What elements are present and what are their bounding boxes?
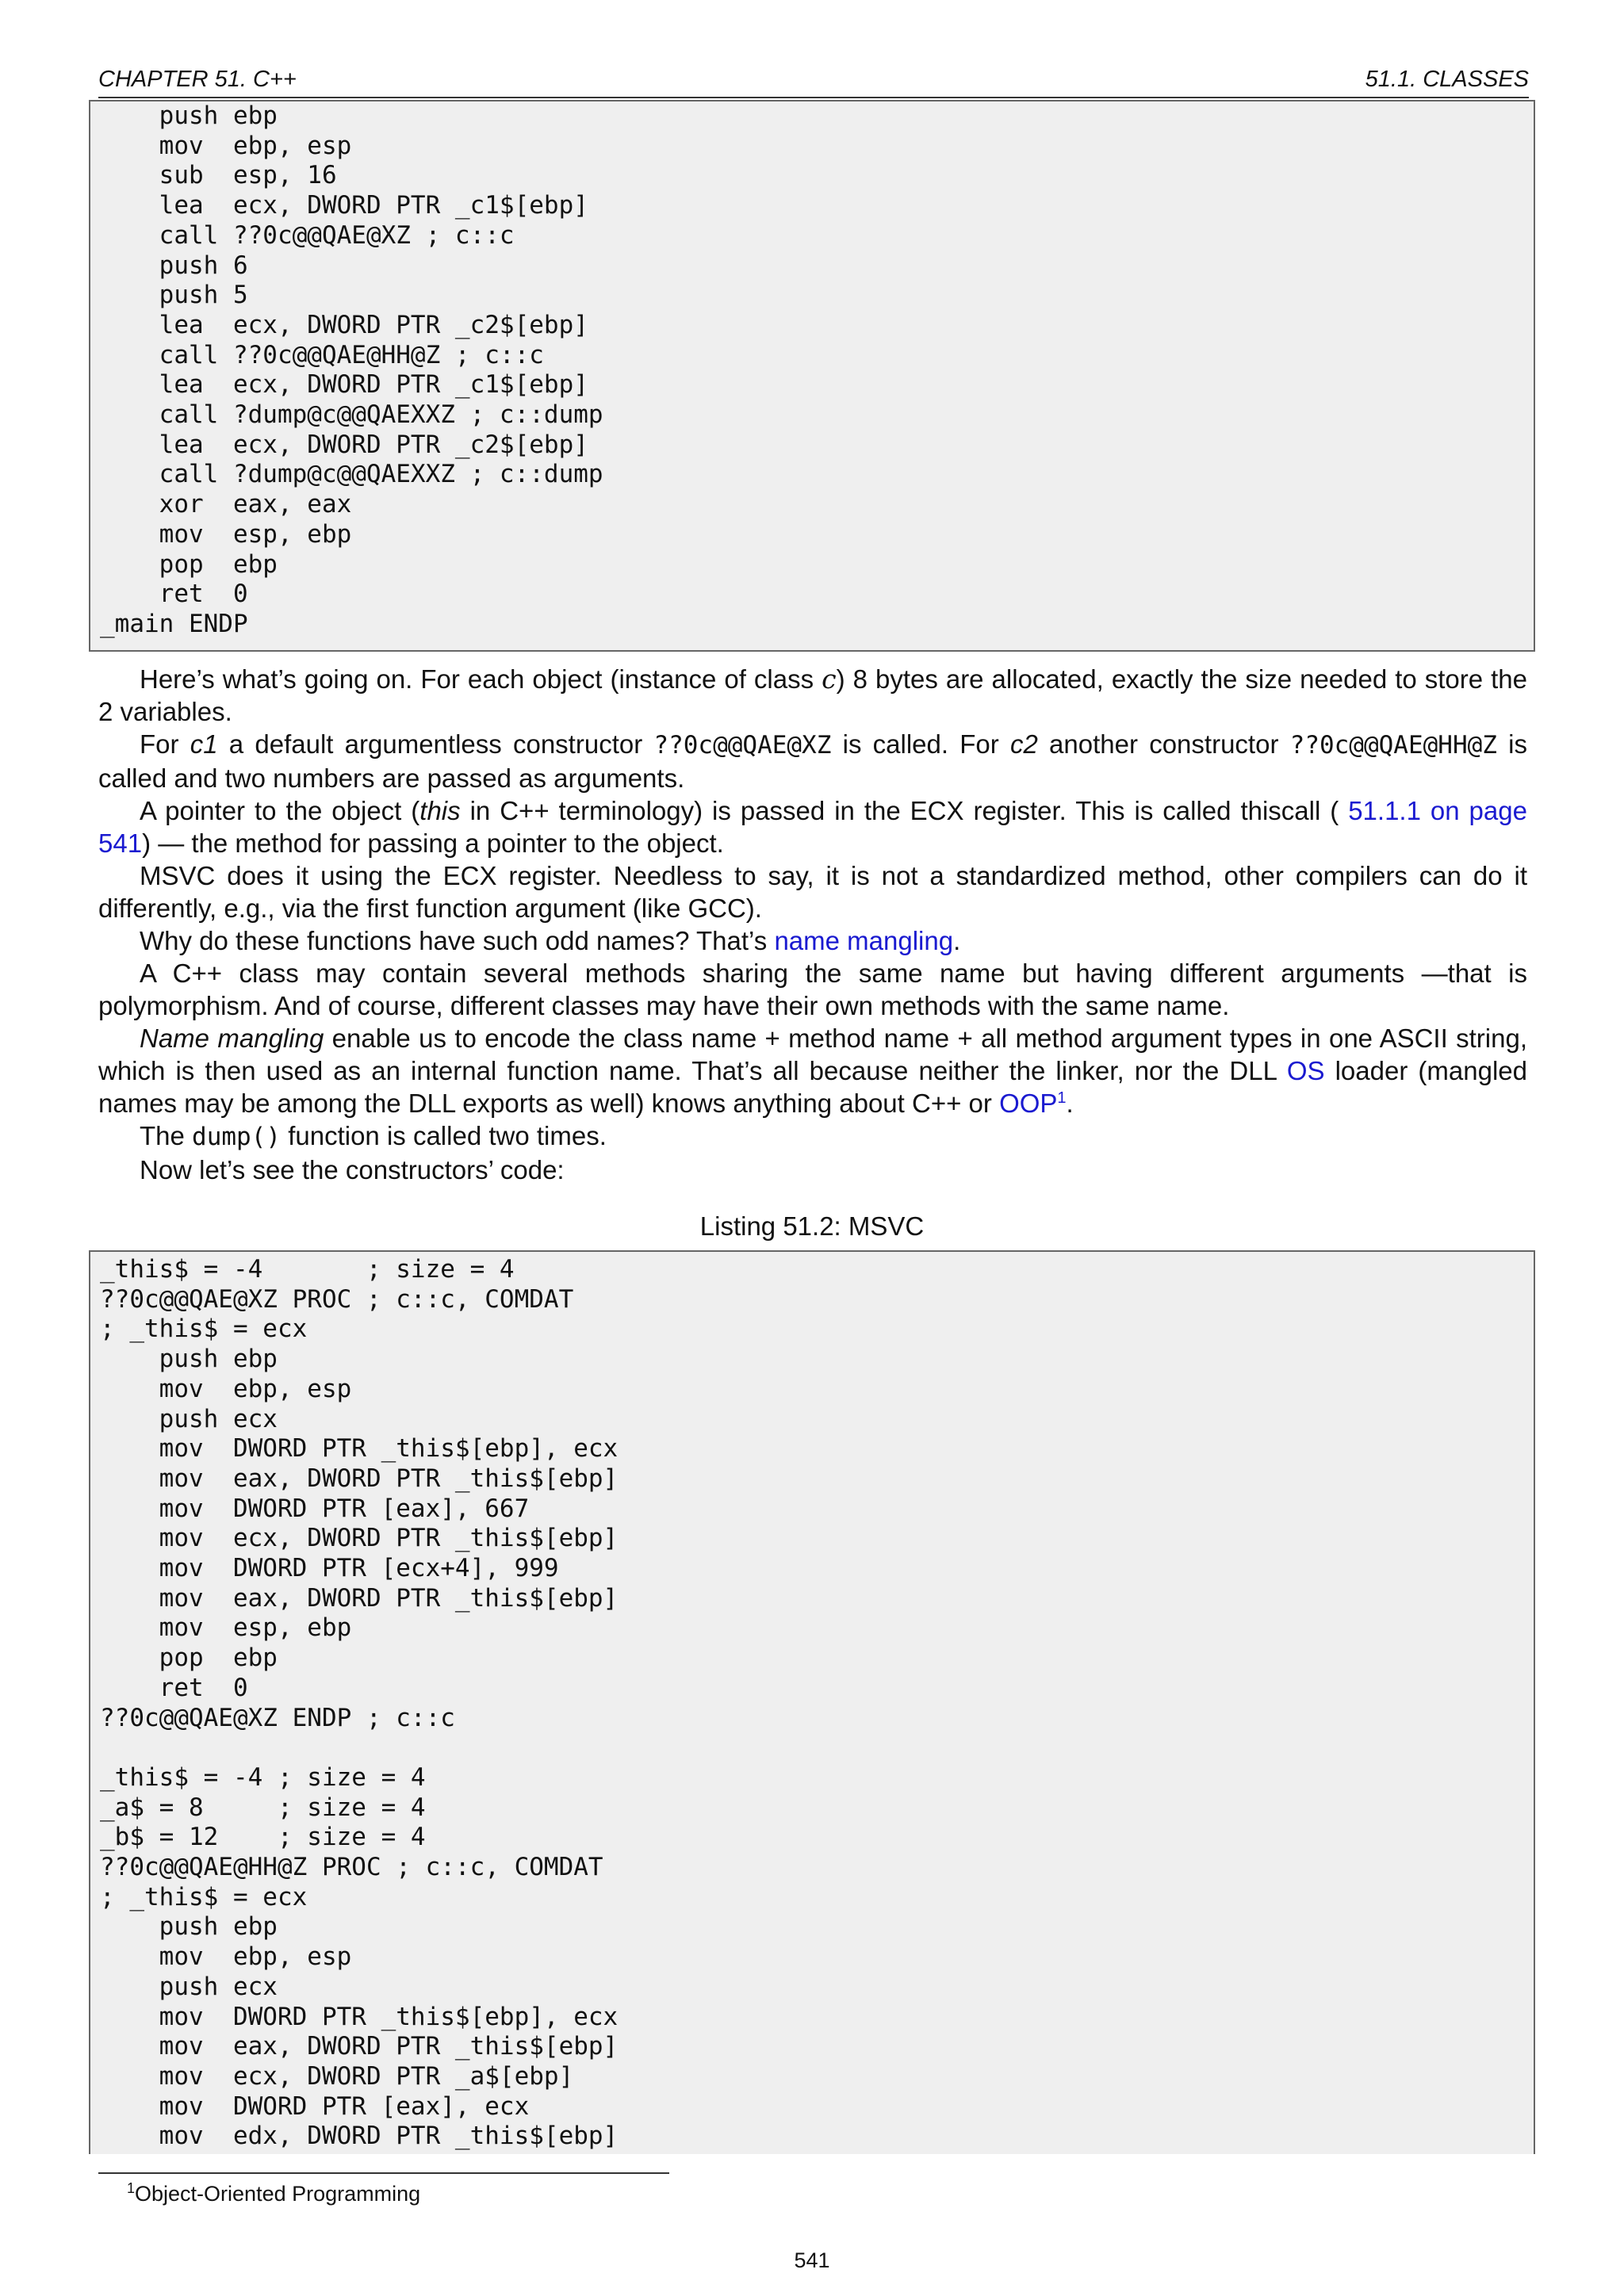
- paragraph: Why do these functions have such odd names? That’s name mangling.: [140, 926, 961, 955]
- paragraph: A pointer to the object (this in C++ terminology) is passed in the ECX register. This is called thiscall ( 51.1.1 on page 541) — the method for passing a pointer to the object.: [98, 796, 1527, 858]
- code-listing-constructors: [89, 1250, 1535, 2154]
- paragraph: Name mangling enable us to encode the class name + method name + all method argument types in one ASCII string, which is then used as an internal function name. That’s all because neither the linker, nor the DLL OS loader (mangled names may be among the DLL exports as well) knows anything about C++ or OOP$^1$.: [98, 1024, 1527, 1118]
- code-listing-main: [89, 100, 1535, 652]
- page-header: [98, 67, 1529, 98]
- name-mangling-link[interactable]: name mangling: [774, 926, 954, 955]
- listing-caption: Listing 51.2: MSVC: [699, 1211, 925, 1241]
- paragraph: Here’s what’s going on. For each object (instance of class c) 8 bytes are allocated, exactly the size needed to store the 2 variables.: [98, 664, 1527, 726]
- oop-glossary-link[interactable]: OOP: [999, 1089, 1058, 1118]
- paragraph: The dump() function is called two times.: [140, 1121, 607, 1151]
- body-text: [98, 663, 1527, 1186]
- paragraph: MSVC does it using the ECX register. Needless to say, it is not a standardized method, other compilers can do it differently, e.g., via the first function argument (like GCC).: [98, 861, 1527, 923]
- paragraph: For c1 a default argumentless constructor ??0c@@QAE@XZ is called. For c2 another constructor ??0c@@QAE@HH@Z is called and two numbers are passed as arguments.: [98, 729, 1528, 793]
- footnote-number: 1: [127, 2180, 136, 2196]
- chapter-title: CHAPTER 51. C++: [98, 67, 297, 92]
- footnote-divider: [98, 2172, 669, 2174]
- code-text: _this$ = -4 ; size = 4 ??0c@@QAE@XZ PROC ; c::c, COMDAT ; _this$ = ecx push ebp mov ebp, esp push ecx mov DWORD PTR _this$[ebp], ecx mov eax, DWORD PTR _this$[ebp] mov DWORD PTR [eax], 667 mov ecx, DWORD PTR _this$[ebp] mov DWORD PTR [ecx+4], 999 mov eax, DWORD PTR _this$[ebp] mov esp, ebp pop ebp ret 0 ??0c@@QAE@XZ ENDP ; c::c _this$ = -4 ; size = 4 _a$ = 8 ; size = 4 _b$ = 12 ; size = 4 ??0c@@QAE@HH@Z PROC ; c::c, COMDAT ; _this$ = ecx push ebp mov ebp, esp push ecx mov DWORD PTR _this$[ebp], ecx mov eax, DWORD PTR _this$[ebp] mov ecx, DWORD PTR _a$[ebp] mov DWORD PTR [eax], ecx mov edx, DWORD PTR _this$[ebp]: [100, 1255, 619, 2151]
- footnote-marker[interactable]: 1: [1057, 1089, 1067, 1107]
- code-text: push ebp mov ebp, esp sub esp, 16 lea ecx, DWORD PTR _c1$[ebp] call ??0c@@QAE@XZ ; c::c push 6 push 5 lea ecx, DWORD PTR _c2$[ebp] call ??0c@@QAE@HH@Z ; c::c lea ecx, DWORD PTR _c1$[ebp] call ?dump@c@@QAEXXZ ; c::dump lea ecx, DWORD PTR _c2$[ebp] call ?dump@c@@QAEXXZ ; c::dump xor eax, eax mov esp, ebp pop ebp ret 0 _main ENDP: [100, 101, 603, 638]
- cross-reference-link[interactable]: 51.1.1 on page 541: [98, 796, 1527, 858]
- paragraph: Now let’s see the constructors’ code:: [140, 1155, 565, 1184]
- footnote-text: Object-Oriented Programming: [135, 2182, 421, 2206]
- os-glossary-link[interactable]: OS: [1286, 1056, 1325, 1085]
- page-number: 541: [794, 2248, 830, 2272]
- footnote: [127, 2180, 420, 2206]
- paragraph: A C++ class may contain several methods sharing the same name but having different arguments —that is polymorphism. And of course, different classes may have their own methods with the same name.: [98, 959, 1527, 1020]
- section-title: 51.1. CLASSES: [1365, 67, 1529, 92]
